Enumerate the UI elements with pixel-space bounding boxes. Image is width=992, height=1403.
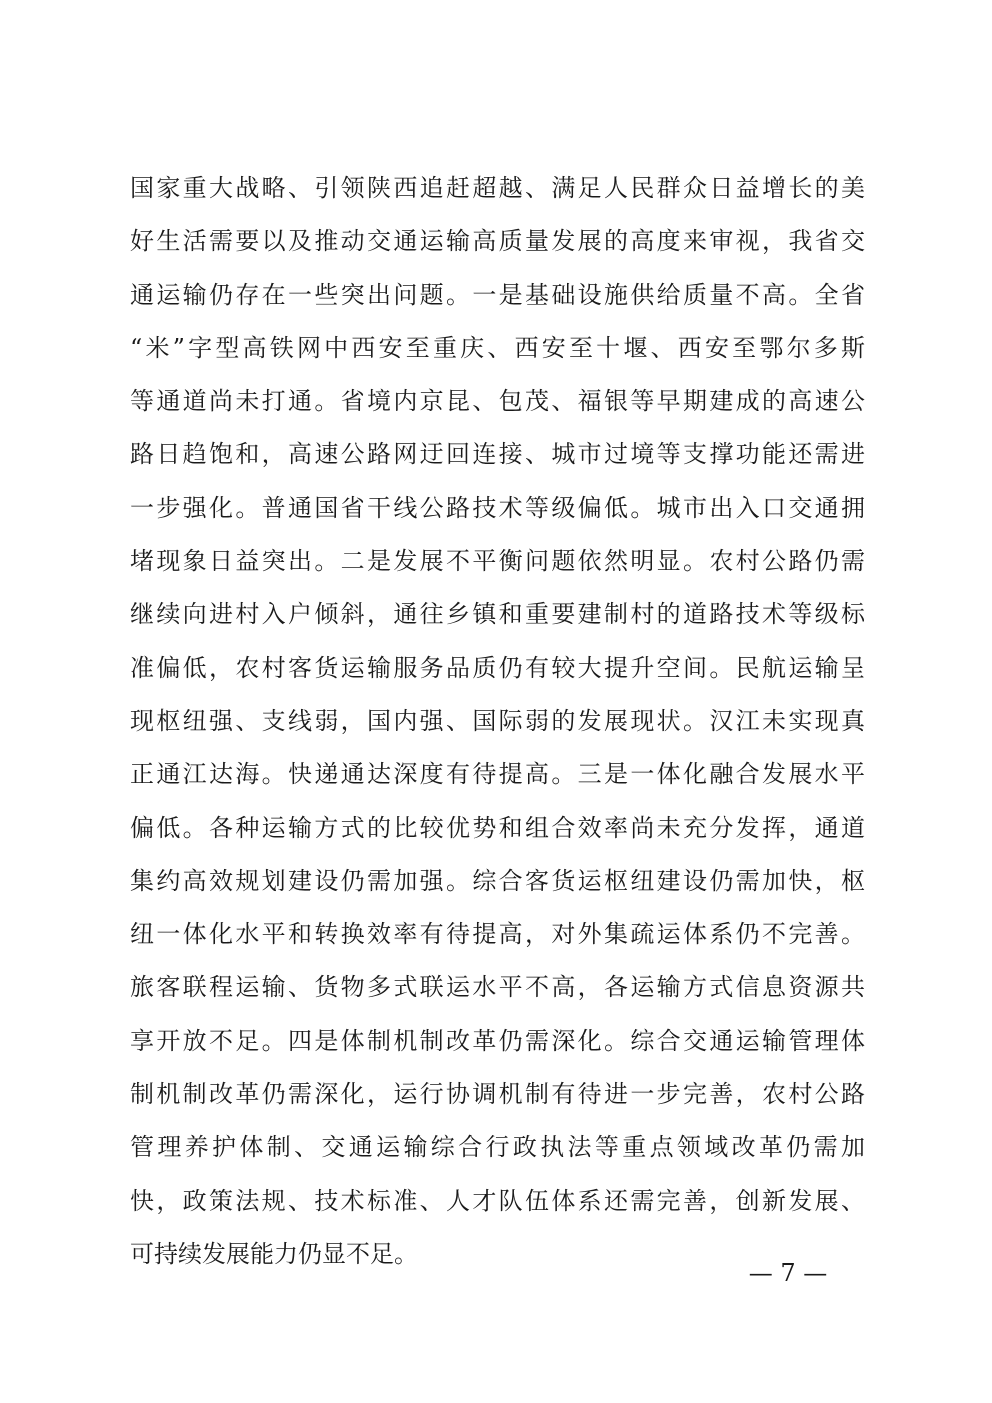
text-line: 可持续发展能力仍显不足。 <box>130 1239 418 1268</box>
text-line: 准偏低，农村客货运输服务品质仍有较大提升空间。民航运输呈 <box>130 653 865 682</box>
text-line: 现枢纽强、支线弱，国内强、国际弱的发展现状。汉江未实现真 <box>130 706 865 735</box>
page-number: — 7 — <box>748 1259 828 1287</box>
text-line: 享开放不足。四是体制机制改革仍需深化。综合交通运输管理体 <box>130 1026 865 1055</box>
text-line: 旅客联程运输、货物多式联运水平不高，各运输方式信息资源共 <box>130 973 865 1002</box>
text-line: 等通道尚未打通。省境内京昆、包茂、福银等早期建成的高速公 <box>130 387 865 416</box>
text-line: 国家重大战略、引领陕西追赶超越、满足人民群众日益增长的美 <box>130 174 865 202</box>
body-text <box>130 162 865 1281</box>
text-line: “米”字型高铁网中西安至重庆、西安至十堰、西安至鄂尔多斯 <box>130 333 865 362</box>
text-line: 偏低。各种运输方式的比较优势和组合效率尚未充分发挥，通道 <box>130 813 865 842</box>
text-line: 制机制改革仍需深化，运行协调机制有待进一步完善，农村公路 <box>130 1080 865 1109</box>
text-line: 一步强化。普通国省干线公路技术等级偏低。城市出入口交通拥 <box>130 493 865 522</box>
text-line: 继续向进村入户倾斜，通往乡镇和重要建制村的道路技术等级标 <box>130 600 865 629</box>
text-line: 正通江达海。快递通达深度有待提高。三是一体化融合发展水平 <box>130 760 865 789</box>
text-line: 路日趋饱和，高速公路网迂回连接、城市过境等支撑功能还需进 <box>130 440 865 469</box>
text-line: 好生活需要以及推动交通运输高质量发展的高度来审视，我省交 <box>130 227 865 256</box>
text-line: 通运输仍存在一些突出问题。一是基础设施供给质量不高。全省 <box>130 280 865 309</box>
text-line: 集约高效规划建设仍需加强。综合客货运枢纽建设仍需加快，枢 <box>130 866 865 895</box>
text-line: 管理养护体制、交通运输综合行政执法等重点领域改革仍需加 <box>130 1133 865 1162</box>
text-line: 堵现象日益突出。二是发展不平衡问题依然明显。农村公路仍需 <box>130 547 865 576</box>
text-line: 快，政策法规、技术标准、人才队伍体系还需完善，创新发展、 <box>130 1186 865 1215</box>
text-line: 纽一体化水平和转换效率有待提高，对外集疏运体系仍不完善。 <box>130 920 865 949</box>
